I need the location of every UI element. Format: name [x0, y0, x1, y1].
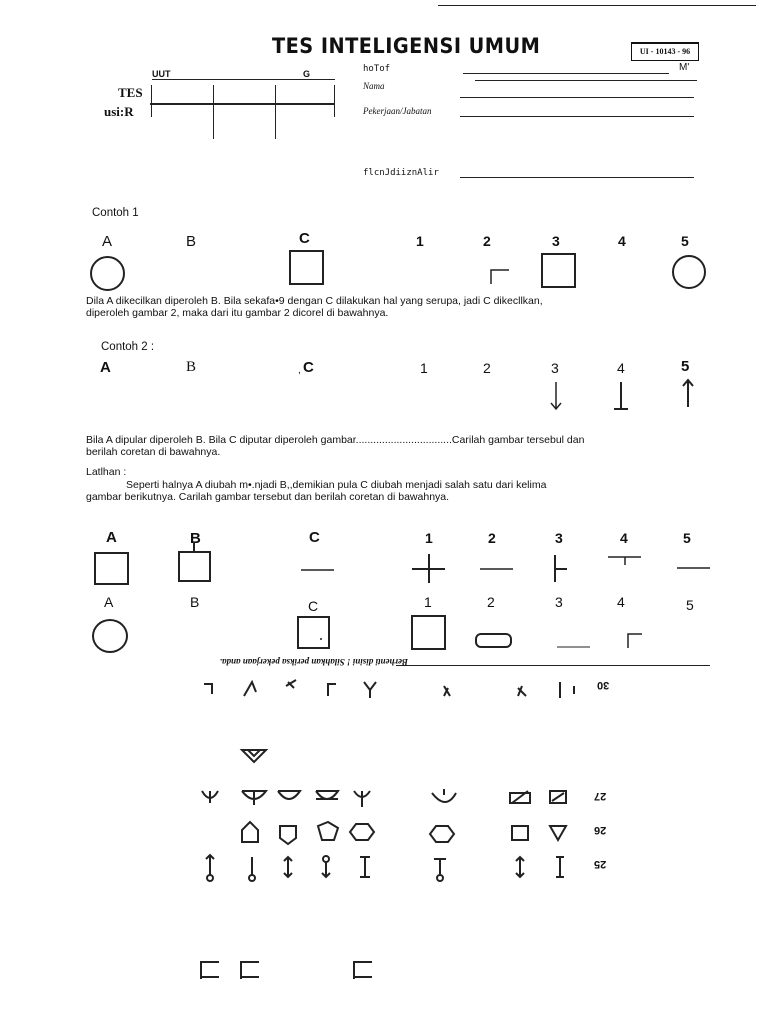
- score-col-uut: UUT: [152, 69, 171, 79]
- top-rule: [438, 5, 756, 6]
- bottom-corner-figure: [239, 960, 261, 980]
- latihan2-label-a: A: [104, 594, 114, 610]
- latihan1-label-1: 1: [425, 530, 433, 546]
- page-title: TES INTELIGENSI UMUM: [272, 34, 541, 58]
- latihan1-label-3: 3: [555, 530, 563, 546]
- contoh1-text: Dila A dikecilkan diperoleh B. Bila sekafa•9 dengan C dilakukan hal yang serupa, jadi C dikecllkan, diperoleh gambar 2, maka dari itu gambar 2 dicorel di bawahnya.: [86, 295, 543, 319]
- contoh1-label-1: 1: [416, 233, 424, 249]
- field-m-label: M': [679, 62, 690, 73]
- field-nama-line[interactable]: [460, 97, 694, 98]
- latihan-text: Seperti halnya A diubah m•.njadi B,,demikian pula C diubah menjadi salah satu dari kelima gambar berikutnya. Carilah gambar tersebut dan berilah coretan di bawahnya.: [86, 479, 547, 503]
- contoh1-circle-a: [90, 256, 125, 291]
- stop-text: Berhenti disini ! Silahkan periksa pekerjaan anda.: [219, 657, 408, 667]
- latihan1-label-5: 5: [683, 530, 691, 546]
- row26-figures: [200, 820, 580, 846]
- contoh1-label-2: 2: [483, 233, 491, 249]
- contoh1-square-3: [541, 253, 576, 288]
- latihan1-label-4: 4: [620, 530, 628, 546]
- row25-figures: [200, 853, 580, 883]
- latihan1-tee-4: [607, 554, 643, 568]
- field-nomor-line[interactable]: [463, 73, 669, 74]
- contoh1-heading: Contoh 1: [92, 207, 139, 219]
- latihan1-square-tick-b: [177, 541, 213, 583]
- latihan2-square-1: [411, 615, 446, 650]
- row29-triangle-figure: [240, 748, 270, 764]
- stop-rule: [396, 665, 710, 666]
- score-table-divider: [275, 85, 276, 139]
- contoh1-corner-2: [490, 269, 510, 285]
- latihan2-label-c: C: [308, 598, 319, 614]
- latihan1-label-2: 2: [488, 530, 496, 546]
- latihan2-square-dot-c: [297, 616, 331, 650]
- latihan1-line-5: [676, 566, 712, 570]
- field-m-line[interactable]: [475, 80, 697, 81]
- latihan-heading: Latlhan :: [86, 466, 127, 478]
- contoh2-label-5: 5: [681, 358, 690, 375]
- row-number-30: 30: [597, 679, 610, 691]
- contoh1-label-b: B: [186, 233, 197, 250]
- contoh2-text: Bila A dipular diperoleh B. Bila C diputar diperoleh gambar.................................Carilah gambar tersebul dan berilah coretan di bawahnya.: [86, 434, 585, 458]
- score-usia-label: usi:R: [104, 104, 134, 119]
- contoh2-label-3: 3: [551, 360, 559, 376]
- contoh1-square-c: [289, 250, 324, 285]
- latihan1-tee-3: [551, 554, 571, 584]
- latihan1-label-b: B: [190, 530, 201, 547]
- contoh1-label-5: 5: [681, 233, 689, 249]
- score-table-top-line: [152, 79, 335, 80]
- latihan2-label-2: 2: [487, 594, 495, 610]
- contoh1-label-a: A: [102, 233, 113, 250]
- form-code-badge: UI - 10143 - 96: [631, 42, 699, 61]
- field-nomor-label: hoTof: [363, 64, 391, 74]
- contoh2-heading: Contoh 2 :: [101, 341, 155, 353]
- contoh2-label-b: B: [186, 359, 197, 375]
- contoh2-label-c: C: [303, 359, 314, 376]
- row-number-27: 27: [594, 790, 607, 802]
- latihan2-label-4: 4: [617, 594, 625, 610]
- latihan2-label-1: 1: [424, 594, 432, 610]
- contoh2-label-2: 2: [483, 360, 491, 376]
- row30-figures: [200, 678, 620, 700]
- contoh2-arrow-up-5: [681, 378, 695, 408]
- contoh1-label-4: 4: [618, 233, 626, 249]
- row-number-25: 25: [594, 858, 607, 870]
- field-pendidikan-label: flcnJdiiznAlir: [363, 168, 439, 178]
- field-pendidikan-line[interactable]: [460, 177, 694, 178]
- latihan2-line-3: [556, 645, 592, 649]
- contoh2-arrow-down-3: [549, 381, 563, 411]
- contoh2-c-mark: ,: [298, 365, 301, 376]
- contoh2-tee-4: [612, 381, 630, 411]
- score-table-mid-line: [150, 103, 335, 105]
- latihan1-label-a: A: [106, 529, 117, 546]
- row-number-26: 26: [594, 824, 607, 836]
- contoh2-label-4: 4: [617, 360, 625, 376]
- latihan2-label-b: B: [190, 594, 200, 610]
- latihan2-rounded-rect-2: [475, 633, 512, 648]
- bottom-corner-figure: [199, 960, 221, 980]
- latihan1-label-c: C: [309, 529, 320, 546]
- field-nama-label: Nama: [363, 81, 385, 91]
- contoh1-label-3: 3: [552, 233, 560, 249]
- latihan1-line-c: [300, 568, 336, 572]
- latihan2-label-5: 5: [686, 597, 694, 613]
- score-col-g: G: [303, 69, 311, 79]
- field-pekerjaan-line[interactable]: [460, 116, 694, 117]
- bottom-corner-figure: [352, 960, 374, 980]
- contoh1-label-c: C: [299, 230, 310, 247]
- contoh2-label-1: 1: [420, 360, 428, 376]
- row27-figures: [200, 787, 580, 811]
- score-tes-label: TES: [118, 85, 143, 100]
- latihan2-label-3: 3: [555, 594, 563, 610]
- latihan2-circle-a: [92, 619, 128, 653]
- latihan1-square-a: [94, 552, 129, 585]
- latihan1-cross-1: [411, 553, 447, 585]
- contoh2-label-a: A: [100, 359, 111, 376]
- latihan2-corner-4: [627, 633, 643, 649]
- contoh1-circle-5: [672, 255, 706, 289]
- score-table-divider: [213, 85, 214, 139]
- score-table-divider: [151, 85, 152, 117]
- field-pekerjaan-label: Pekerjaan/Jabatan: [363, 106, 432, 116]
- score-table-divider: [334, 85, 335, 117]
- latihan1-line-2: [479, 567, 515, 571]
